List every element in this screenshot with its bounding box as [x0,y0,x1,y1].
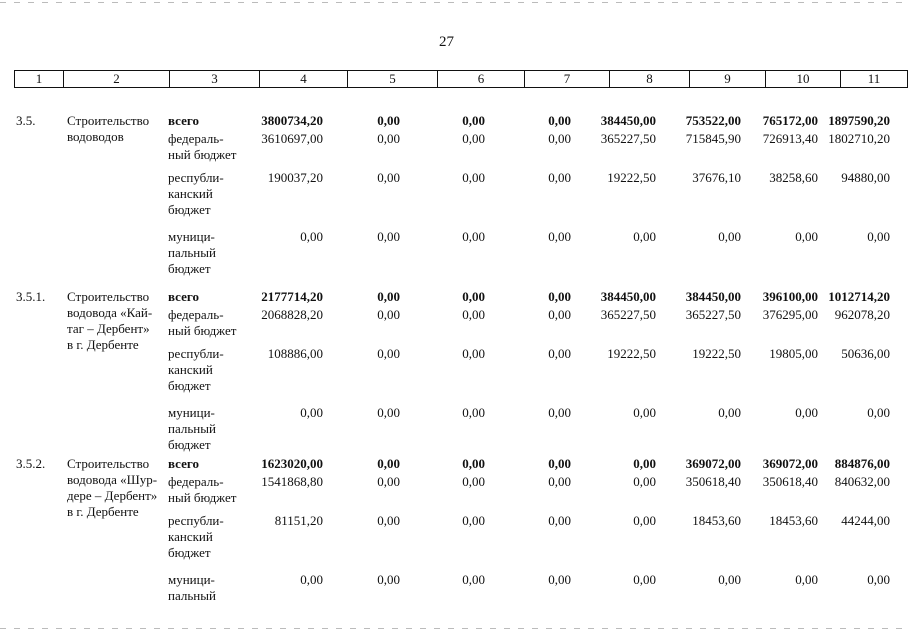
value-cell: 0,00 [867,405,890,420]
col-header-9: 9 [690,71,766,87]
value-cell: 0,00 [462,405,485,420]
value-cell: 0,00 [795,229,818,244]
value-cell: 0,00 [300,405,323,420]
column-header-row [14,70,908,88]
value-cell: 0,00 [548,456,571,471]
value-cell: 0,00 [548,113,571,128]
value-cell: 0,00 [300,229,323,244]
col-header-1: 1 [15,71,64,87]
value-cell: 1623020,00 [261,456,323,471]
value-cell: 0,00 [633,474,656,489]
col-header-7: 7 [525,71,610,87]
value-cell: 0,00 [377,572,400,587]
col-header-10: 10 [766,71,841,87]
value-cell: 365227,50 [685,307,741,322]
row-label-line: канский [168,362,213,377]
row-label-line: муници- [168,405,215,420]
value-cell: 0,00 [633,513,656,528]
value-cell: 0,00 [377,474,400,489]
row-label-line: федераль- [168,131,224,146]
value-cell: 37676,10 [692,170,741,185]
value-cell: 0,00 [548,229,571,244]
value-cell: 715845,90 [685,131,741,146]
row-label-line: республи- [168,170,224,185]
value-cell: 384450,00 [600,289,656,304]
value-cell: 0,00 [462,474,485,489]
section-number: 3.5.2. [16,456,46,471]
value-cell: 81151,20 [274,513,323,528]
value-cell: 765172,00 [762,113,818,128]
section-name-line: Строительство [67,456,150,471]
value-cell: 376295,00 [762,307,818,322]
value-cell: 0,00 [462,307,485,322]
value-cell: 0,00 [377,456,400,471]
value-cell: 0,00 [462,113,485,128]
value-cell: 0,00 [633,405,656,420]
row-label-line: федераль- [168,307,224,322]
row-label-line: всего [168,456,199,471]
value-cell: 0,00 [633,572,656,587]
value-cell: 19222,50 [692,346,741,361]
value-cell: 50636,00 [841,346,890,361]
value-cell: 1012714,20 [828,289,890,304]
col-header-6: 6 [438,71,525,87]
value-cell: 3800734,20 [261,113,323,128]
value-cell: 0,00 [718,405,741,420]
value-cell: 38258,60 [769,170,818,185]
value-cell: 0,00 [718,229,741,244]
value-cell: 369072,00 [685,456,741,471]
row-label-line: всего [168,289,199,304]
value-cell: 0,00 [377,289,400,304]
section-name-line: водоводов [67,129,124,144]
row-label-line: федераль- [168,474,224,489]
value-cell: 726913,40 [762,131,818,146]
section-name-line: в г. Дербенте [67,504,139,519]
value-cell: 0,00 [548,131,571,146]
value-cell: 0,00 [548,474,571,489]
col-header-3: 3 [170,71,260,87]
value-cell: 19805,00 [769,346,818,361]
value-cell: 0,00 [462,572,485,587]
value-cell: 108886,00 [267,346,323,361]
value-cell: 0,00 [377,131,400,146]
value-cell: 0,00 [548,289,571,304]
col-header-4: 4 [260,71,348,87]
section-name-line: дере – Дербент» [67,488,158,503]
col-header-2: 2 [64,71,170,87]
value-cell: 0,00 [867,229,890,244]
row-label-line: республи- [168,346,224,361]
row-label-line: ный бюджет [168,147,237,162]
value-cell: 19222,50 [607,346,656,361]
section-name-line: Строительство [67,289,150,304]
value-cell: 365227,50 [600,307,656,322]
value-cell: 0,00 [462,346,485,361]
value-cell: 18453,60 [769,513,818,528]
value-cell: 365227,50 [600,131,656,146]
value-cell: 0,00 [377,170,400,185]
row-label-line: муници- [168,229,215,244]
value-cell: 0,00 [548,346,571,361]
value-cell: 19222,50 [607,170,656,185]
value-cell: 190037,20 [267,170,323,185]
value-cell: 0,00 [462,229,485,244]
section-number: 3.5.1. [16,289,46,304]
value-cell: 962078,20 [834,307,890,322]
value-cell: 396100,00 [762,289,818,304]
value-cell: 0,00 [462,131,485,146]
row-label-line: бюджет [168,378,211,393]
value-cell: 0,00 [633,456,656,471]
value-cell: 753522,00 [685,113,741,128]
col-header-11: 11 [867,71,881,86]
value-cell: 0,00 [795,405,818,420]
value-cell: 0,00 [462,456,485,471]
value-cell: 0,00 [377,307,400,322]
value-cell: 0,00 [548,307,571,322]
value-cell: 350618,40 [685,474,741,489]
row-label-line: канский [168,186,213,201]
value-cell: 0,00 [377,513,400,528]
value-cell: 1541868,80 [261,474,323,489]
value-cell: 0,00 [548,170,571,185]
value-cell: 0,00 [377,346,400,361]
row-label-line: бюджет [168,437,211,452]
value-cell: 3610697,00 [261,131,323,146]
value-cell: 0,00 [867,572,890,587]
value-cell: 1897590,20 [828,113,890,128]
row-label-line: ный бюджет [168,323,237,338]
value-cell: 2177714,20 [261,289,323,304]
section-name-line: водовода «Кай- [67,305,153,320]
row-label-line: бюджет [168,202,211,217]
value-cell: 0,00 [548,513,571,528]
row-label-line: пальный [168,245,216,260]
value-cell: 2068828,20 [261,307,323,322]
value-cell: 0,00 [548,572,571,587]
row-label-line: всего [168,113,199,128]
row-label-line: бюджет [168,261,211,276]
row-label-line: пальный [168,588,216,603]
value-cell: 0,00 [377,405,400,420]
value-cell: 384450,00 [685,289,741,304]
row-label-line: ный бюджет [168,490,237,505]
value-cell: 18453,60 [692,513,741,528]
section-name-line: таг – Дербент» [67,321,150,336]
value-cell: 1802710,20 [828,131,890,146]
value-cell: 0,00 [718,572,741,587]
section-number: 3.5. [16,113,36,128]
value-cell: 0,00 [633,229,656,244]
row-label-line: республи- [168,513,224,528]
value-cell: 350618,40 [762,474,818,489]
value-cell: 0,00 [462,170,485,185]
value-cell: 0,00 [795,572,818,587]
value-cell: 44244,00 [841,513,890,528]
row-label-line: канский [168,529,213,544]
col-header-8: 8 [610,71,690,87]
row-label-line: муници- [168,572,215,587]
value-cell: 840632,00 [834,474,890,489]
value-cell: 384450,00 [600,113,656,128]
value-cell: 0,00 [462,289,485,304]
row-label-line: пальный [168,421,216,436]
value-cell: 0,00 [377,113,400,128]
page-number: 27 [439,34,454,50]
value-cell: 94880,00 [841,170,890,185]
section-name-line: Строительство [67,113,150,128]
value-cell: 0,00 [377,229,400,244]
value-cell: 884876,00 [834,456,890,471]
value-cell: 0,00 [300,572,323,587]
section-name-line: водовода «Шур- [67,472,158,487]
row-label-line: бюджет [168,545,211,560]
section-name-line: в г. Дербенте [67,337,139,352]
value-cell: 0,00 [548,405,571,420]
col-header-5: 5 [348,71,438,87]
value-cell: 369072,00 [762,456,818,471]
value-cell: 0,00 [462,513,485,528]
